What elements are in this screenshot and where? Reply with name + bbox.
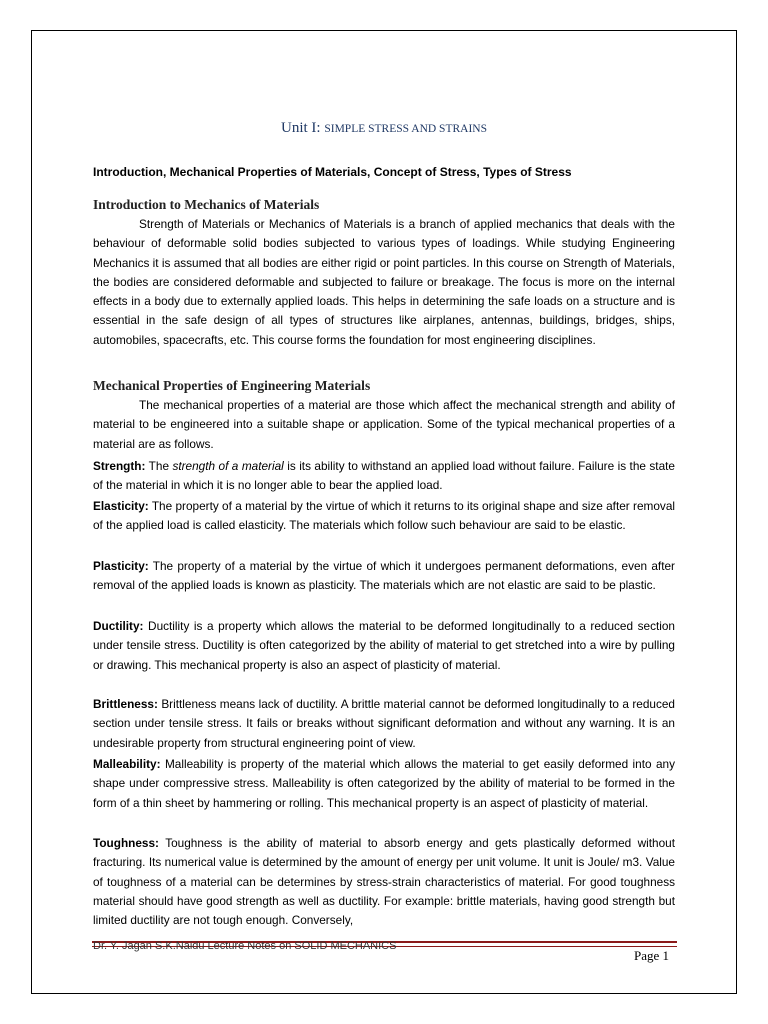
property-term: Plasticity: [93, 559, 149, 573]
title-unit: Unit I: [281, 120, 321, 136]
page-title [93, 120, 675, 137]
property-ductility [93, 617, 675, 675]
property-text: Ductility is a property which allows the material to be deformed longitudinally to a reduced section under tensile stress. Ductility is often categorized by the ability of material to get stretched into a wire by pulling or drawing. This mechanical property is also an aspect of plasticity of material. [93, 619, 675, 672]
subtitle: Introduction, Mechanical Properties of Materials, Concept of Stress, Types of Stress [93, 165, 572, 179]
section-heading-properties: Mechanical Properties of Engineering Materials [93, 378, 371, 393]
property-text-em: strength of a material [172, 459, 284, 473]
property-toughness [93, 834, 675, 930]
page-number: Page 1 [634, 948, 670, 963]
property-plasticity [93, 557, 675, 596]
property-strength [93, 457, 675, 496]
property-term: Malleability: [93, 757, 161, 771]
property-term: Brittleness: [93, 697, 158, 711]
property-text-pre: The [148, 459, 173, 473]
footer-left-text: Dr. Y. Jagan S.K.Naidu Lecture Notes on SOLID MECHANICS [93, 940, 397, 952]
property-text: Malleability is property of the material which allows the material to get easily deformed into any shape under compressive stress. Malleability is often categorized by the ability of material to be formed in the form of a thin sheet by hammering or rolling. This mechanical property is an aspect of plasticity of material. [93, 757, 675, 810]
property-text: Brittleness means lack of ductility. A brittle material cannot be deformed longitudinally to a reduced section under tensile stress. It fails or breaks without significant deformation and without any warning. It is an undesirable property from structural engineering point of view. [93, 697, 675, 750]
property-malleability [93, 755, 675, 813]
section-body-intro: Strength of Materials or Mechanics of Materials is a branch of applied mechanics that deals with the behaviour of deformable solid bodies subjected to various types of loadings. While studying Engineering Mechanics it is assumed that all bodies are either rigid or point particles. In this course on Strength of Materials, the bodies are considered deformable and subjected to failure or breakage. The focus is more on the internal effects in a body due to externally applied loads. This helps in determining the safe loads on a structure and is essential in the safe design of all types of structures like airplanes, antennas, buildings, bridges, ships, automobiles, spacecrafts, etc. This course forms the foundation for most engineering disciplines. [93, 217, 675, 347]
property-term: Strength: [93, 459, 146, 473]
property-elasticity [93, 497, 675, 536]
property-text: is its ability to withstand an applied load without failure. Failure is the state of the material in which it is no longer able to bear the applied load. [93, 459, 675, 493]
property-brittleness [93, 695, 675, 753]
section-heading-intro: Introduction to Mechanics of Materials [93, 197, 320, 212]
title-topic: SIMPLE STRESS AND STRAINS [324, 123, 487, 135]
section-body-properties: The mechanical properties of a material are those which affect the mechanical strength and ability of material to be engineered into a suitable shape or application. Some of the typical mechanical properties of a material are as follows. [93, 398, 675, 451]
property-term: Ductility: [93, 619, 144, 633]
property-term: Elasticity: [93, 499, 149, 513]
property-text: The property of a material by the virtue of which it undergoes permanent deformations, even after removal of the applied loads is known as plasticity. The materials which are not elastic are said to be plastic. [93, 559, 675, 593]
property-term: Toughness: [93, 836, 159, 850]
property-text: The property of a material by the virtue of which it returns to its original shape and size after removal of the applied load is called elasticity. The materials which follow such behaviour are said to be elastic. [93, 499, 675, 533]
property-text: Toughness is the ability of material to absorb energy and gets plastically deformed without fracturing. Its numerical value is determined by the amount of energy per unit volume. It unit is Joule/ m3. Value of toughness of a material can be determines by stress-strain characteristics of material. For good toughness material should have good strength as well as ductility. For example: brittle materials, having good strength but limited ductility are not tough enough. Conversely, [93, 836, 675, 928]
footer-running-text [93, 940, 533, 955]
